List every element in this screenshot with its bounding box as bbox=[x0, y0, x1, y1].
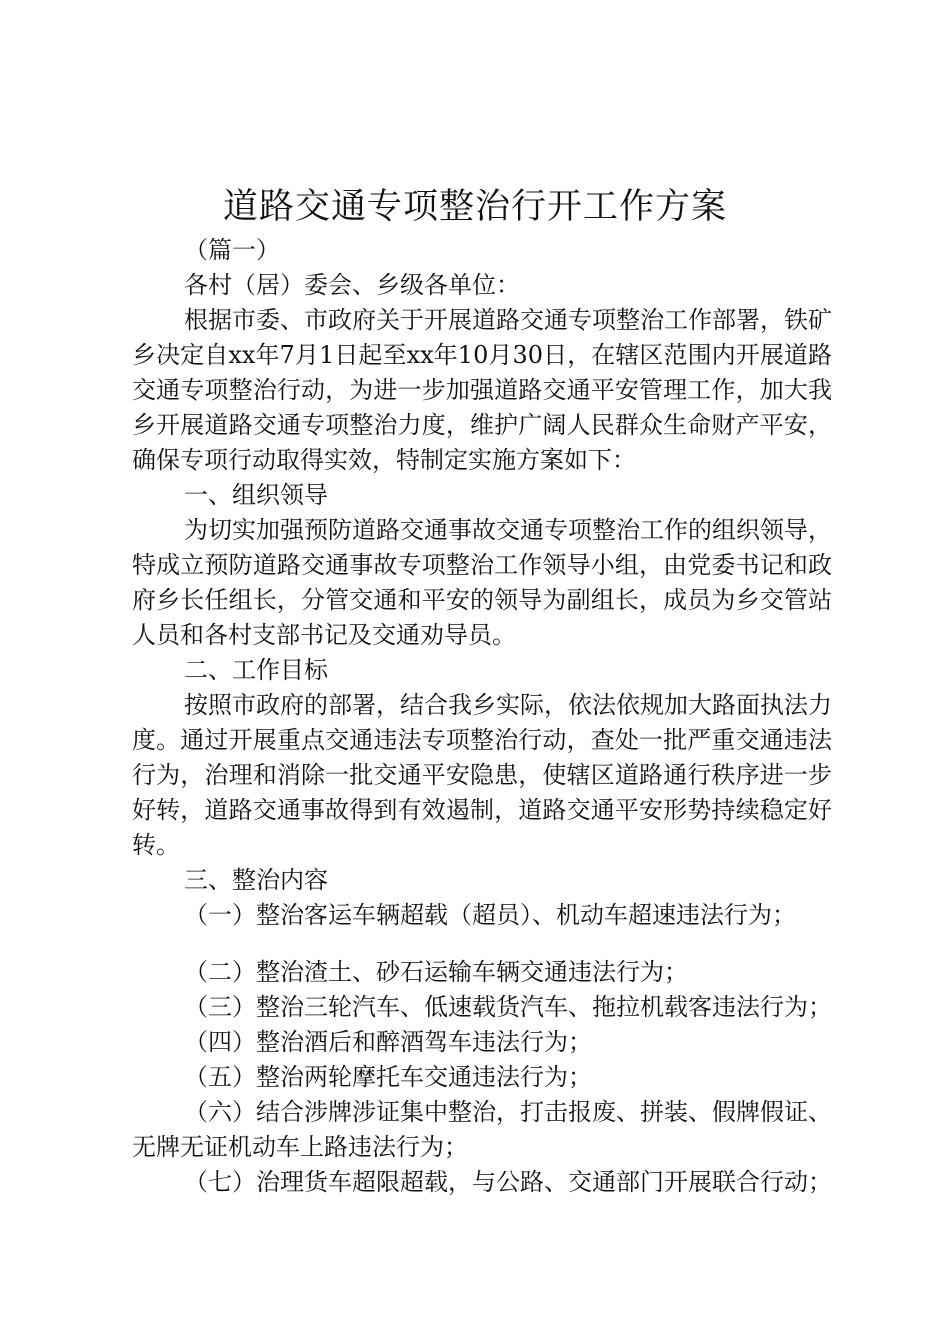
document-body bbox=[132, 233, 832, 1200]
paragraph-section-label: （篇一） bbox=[184, 236, 280, 264]
list-item-7: （七）治理货车超限超载，与公路、交通部门开展联合行动； bbox=[184, 1168, 832, 1196]
heading-goals: 二、工作目标 bbox=[184, 656, 328, 684]
document-title: 道路交通专项整治行开工作方案 bbox=[222, 187, 727, 227]
paragraph-intro: 根据市委、市政府关于开展道路交通专项整治工作部署，铁矿乡决定自xx年7月1日起至xx年10月30日，在辖区范围内开展道路交通专项整治行动，为进一步加强道路交通平安管理工作，加大我乡开展道路交通专项整治力度，维护广阔人民群众生命财产平安，确保专项行动取得实效，特制定实施方案如下： bbox=[132, 306, 832, 474]
list-item-6: （六）结合涉牌涉证集中整治，打击报废、拼装、假牌假证、无牌无证机动车上路违法行为； bbox=[132, 1098, 832, 1161]
list-item-5: （五）整治两轮摩托车交通违法行为； bbox=[184, 1063, 592, 1091]
list-item-2: （二）整治渣土、砂石运输车辆交通违法行为； bbox=[184, 958, 688, 986]
paragraph-salutation: 各村（居）委会、乡级各单位： bbox=[184, 271, 520, 299]
list-item-1: （一）整治客运车辆超载（超员）、机动车超速违法行为； bbox=[184, 901, 796, 929]
list-item-4: （四）整治酒后和醉酒驾车违法行为； bbox=[184, 1028, 592, 1056]
paragraph-organization: 为切实加强预防道路交通事故交通专项整治工作的组织领导，特成立预防道路交通事故专项整治工作领导小组，由党委书记和政府乡长任组长，分管交通和平安的领导为副组长，成员为乡交管站人员和各村支部书记及交通劝导员。 bbox=[132, 516, 832, 649]
list-item-3: （三）整治三轮汽车、低速载货汽车、拖拉机载客违法行为； bbox=[184, 993, 832, 1021]
heading-organization: 一、组织领导 bbox=[184, 481, 328, 509]
heading-content: 三、整治内容 bbox=[184, 866, 328, 894]
paragraph-goals: 按照市政府的部署，结合我乡实际，依法依规加大路面执法力度。通过开展重点交通违法专项整治行动，查处一批严重交通违法行为，治理和消除一批交通平安隐患，使辖区道路通行秩序进一步好转，道路交通事故得到有效遏制，道路交通平安形势持续稳定好转。 bbox=[132, 691, 832, 859]
